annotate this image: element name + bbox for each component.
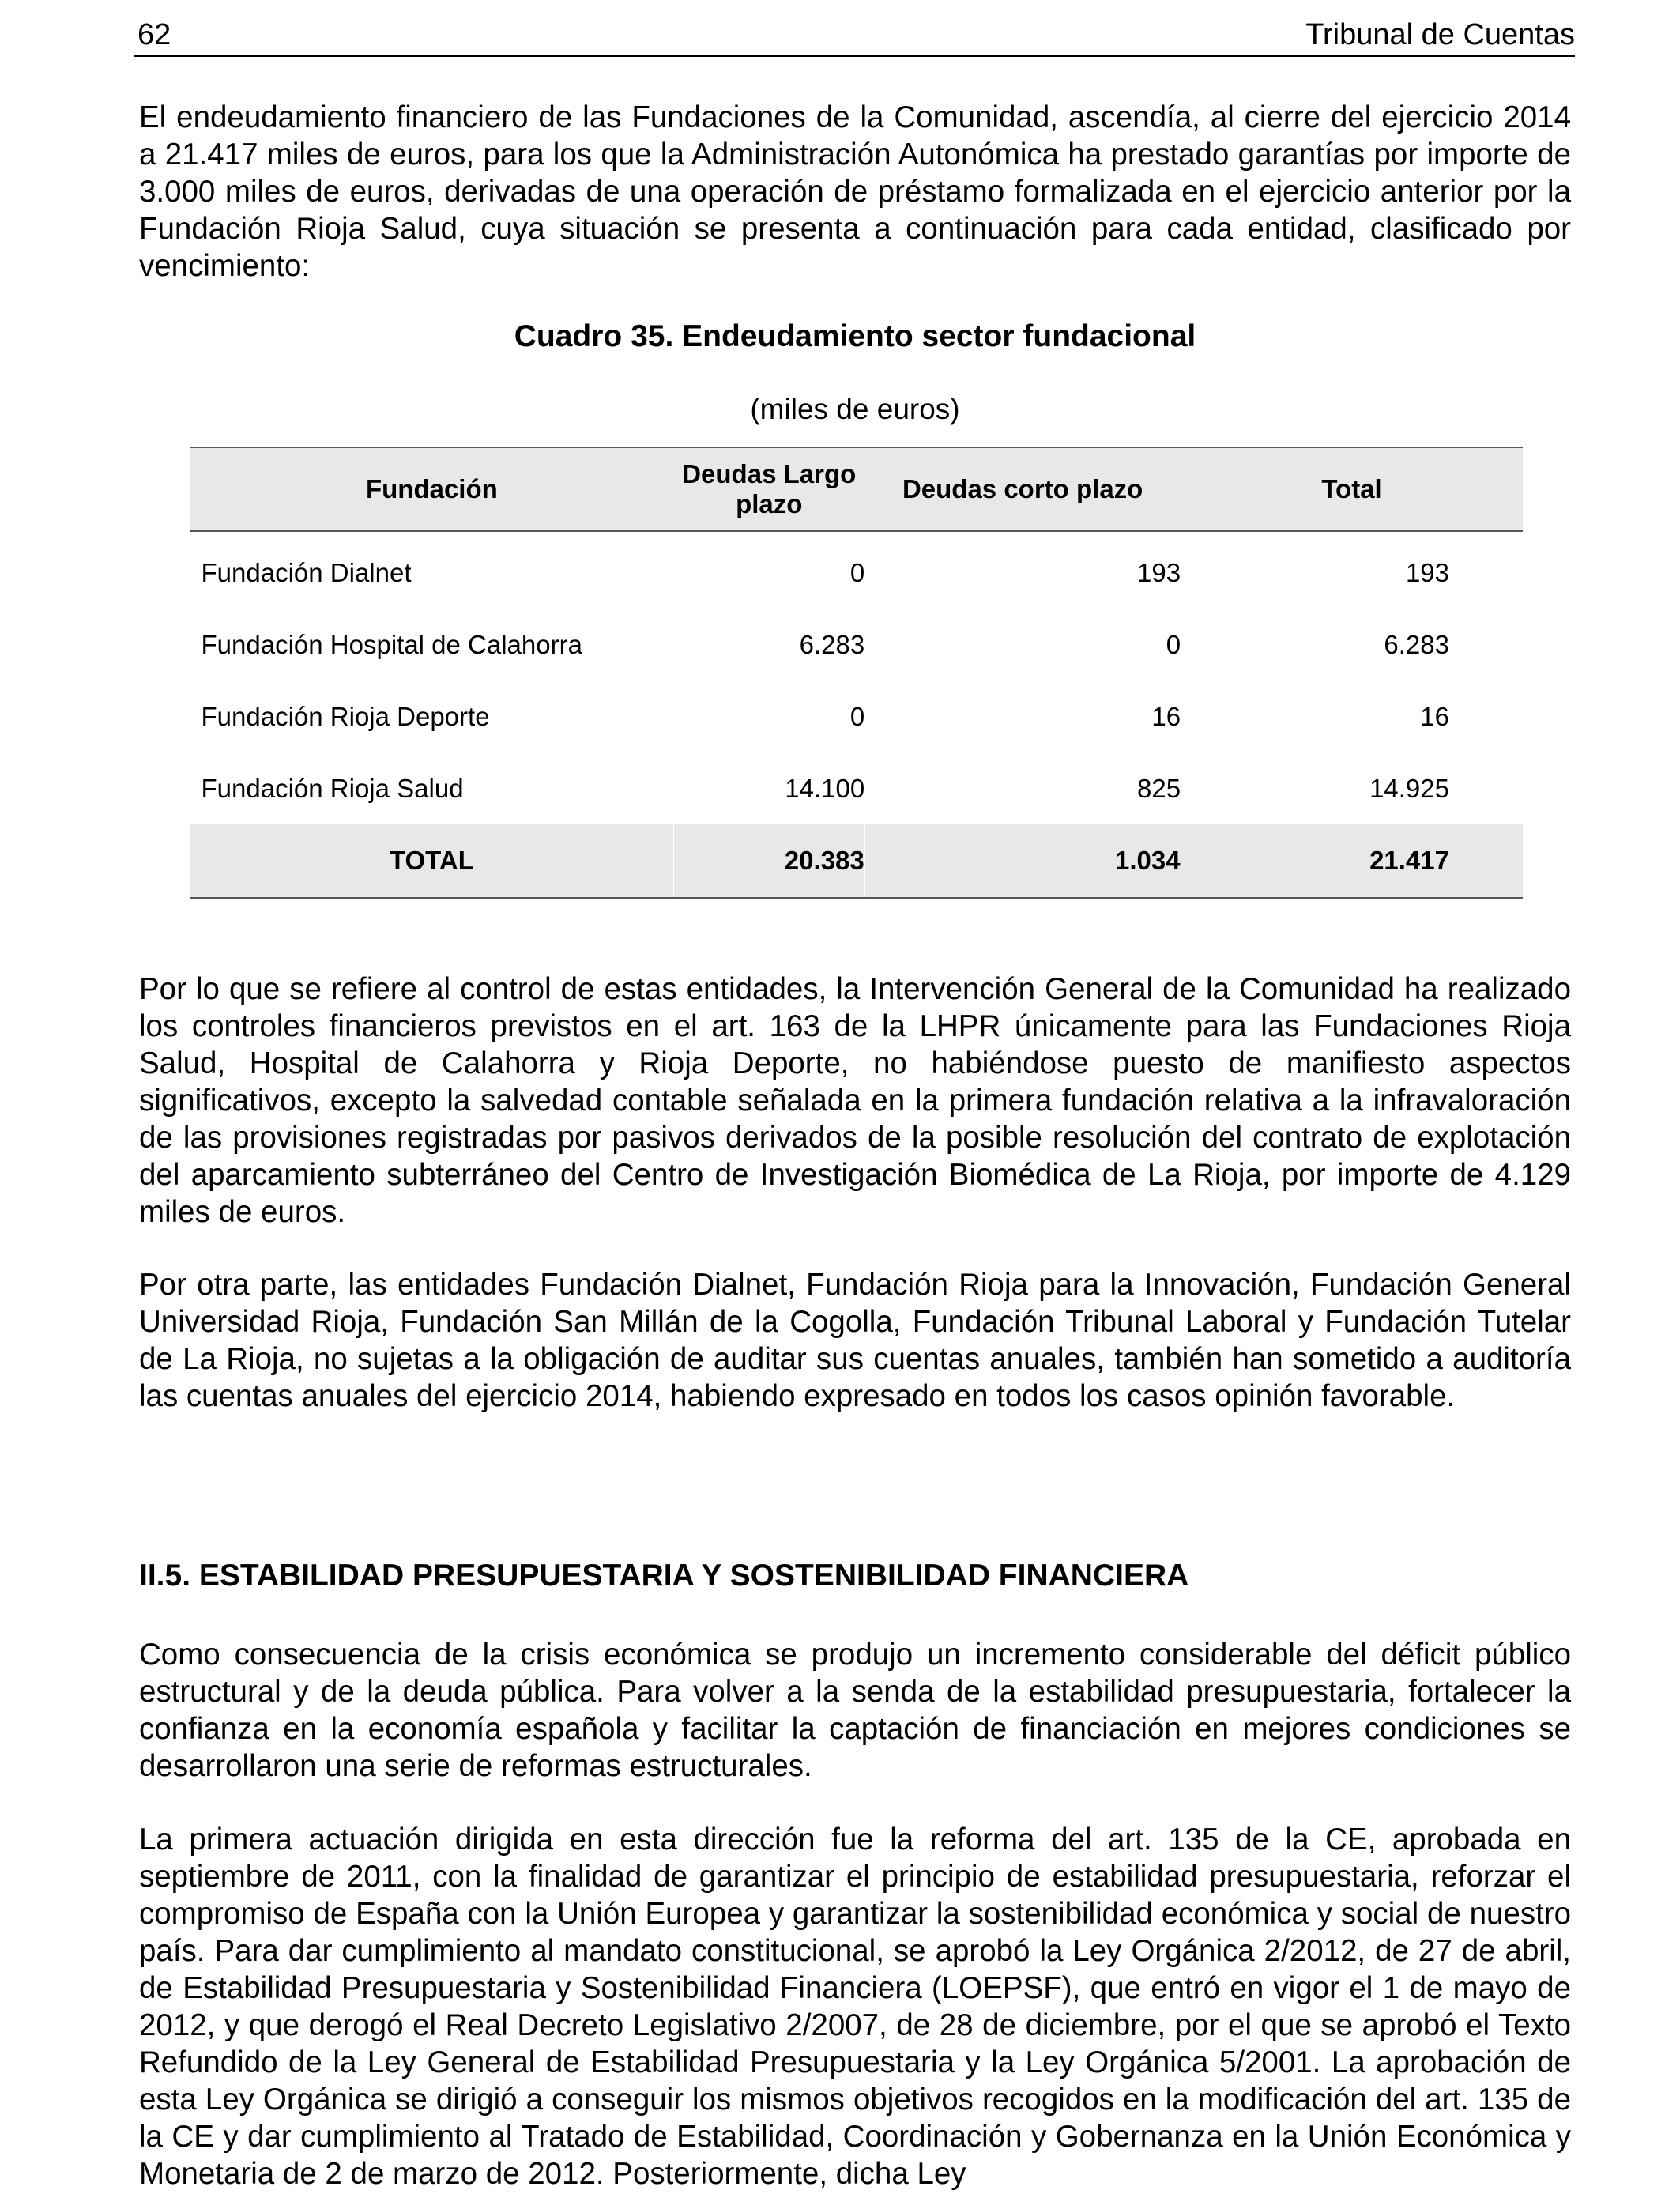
cell-total-corto-plazo: 1.034: [864, 824, 1181, 898]
page-number: 62: [137, 18, 171, 51]
cell-fundacion: Fundación Hospital de Calahorra: [201, 629, 582, 659]
table-units: (miles de euros): [750, 393, 960, 425]
cell-corto-plazo: 193: [1137, 557, 1181, 587]
paragraph-crisis: Como consecuencia de la crisis económica se produjo un incremento considerable del déficit público estructural y de la deuda pública. Para volver a la senda de la estabilidad presupuestaria, fortalecer la confianza en la economía española y facilitar la captación de financiación en mejores condiciones se desarrollaron una serie de reformas estructurales.: [139, 1638, 1571, 1783]
cell-corto-plazo: 0: [1166, 629, 1181, 659]
table-row: [190, 531, 1524, 609]
table-total-row: [190, 824, 1524, 898]
cell-fundacion: Fundación Rioja Salud: [201, 773, 464, 803]
table-row: [190, 752, 1524, 824]
cell-total: 6.283: [1384, 629, 1449, 659]
cell-total-largo-plazo: 20.383: [673, 824, 864, 898]
cell-total: 16: [1420, 701, 1449, 731]
table-row: [190, 609, 1524, 680]
cell-total: 193: [1405, 557, 1449, 587]
cell-fundacion: Fundación Rioja Deporte: [201, 701, 490, 731]
cell-largo-plazo: 14.100: [785, 773, 865, 803]
cell-corto-plazo: 16: [1151, 701, 1181, 731]
debt-table: [190, 447, 1523, 899]
cell-largo-plazo: 0: [849, 701, 865, 731]
cell-total-total: 21.417: [1181, 824, 1523, 898]
paragraph-reforma: La primera actuación dirigida en esta dirección fue la reforma del art. 135 de la CE, aprobada en septiembre de 2011, con la finalidad de garantizar el principio de estabilidad presupuestaria, reforzar el compromiso de España con la Unión Europea y garantizar la sostenibilidad económica y social de nuestro país. Para dar cumplimiento al mandato constitucional, se aprobó la Ley Orgánica 2/2012, de 27 de abril, de Estabilidad Presupuestaria y Sostenibilidad Financiera (LOEPSF), que entró en vigor el 1 de mayo de 2012, y que derogó el Real Decreto Legislativo 2/2007, de 28 de diciembre, por el que se aprobó el Texto Refundido de la Ley General de Estabilidad Presupuestaria y la Ley Orgánica 5/2001. La aprobación de esta Ley Orgánica se dirigió a conseguir los mismos objetivos recogidos en la modificación del art. 135 de la CE y dar cumplimiento al Tratado de Estabilidad, Coordinación y Gobernanza en la Unión Económica y Monetaria de 2 de marzo de 2012. Posteriormente, dicha Ley: [139, 1823, 1571, 2191]
page-header: [134, 14, 1575, 57]
cell-total: 14.925: [1369, 773, 1449, 803]
paragraph-control: Por lo que se refiere al control de estas entidades, la Intervención General de la Comunidad ha realizado los controles financieros previstos en el art. 163 de la LHPR únicamente para las Fundaciones Rioja Salud, Hospital de Calahorra y Rioja Deporte, no habiéndose puesto de manifiesto aspectos significativos, excepto la salvedad contable señalada en la primera fundación relativa a la infravaloración de las provisiones registradas por pasivos derivados de la posible resolución del contrato de explotación del aparcamiento subterráneo del Centro de Investigación Biomédica de La Rioja, por importe de 4.129 miles de euros.: [139, 972, 1571, 1229]
table-caption: Cuadro 35. Endeudamiento sector fundacional: [514, 319, 1196, 353]
cell-corto-plazo: 825: [1137, 773, 1181, 803]
column-header-largo-plazo: Deudas Largo plazo: [673, 447, 864, 531]
running-title: Tribunal de Cuentas: [1305, 18, 1575, 51]
intro-paragraph: El endeudamiento financiero de las Fundaciones de la Comunidad, ascendía, al cierre del ejercicio 2014 a 21.417 miles de euros, para los que la Administración Autonómica ha prestado garantías por importe de 3.000 miles de euros, derivadas de una operación de préstamo formalizada en el ejercicio anterior por la Fundación Rioja Salud, cuya situación se presenta a continuación para cada entidad, clasificado por vencimiento:: [139, 100, 1571, 283]
table-header-row: [190, 447, 1524, 531]
column-header-corto-plazo: Deudas corto plazo: [864, 447, 1181, 531]
cell-fundacion: Fundación Dialnet: [201, 557, 412, 587]
column-header-fundacion: Fundación: [190, 447, 674, 531]
column-header-total: Total: [1181, 447, 1523, 531]
cell-largo-plazo: 0: [849, 557, 865, 587]
section-heading: II.5. ESTABILIDAD PRESUPUESTARIA Y SOSTENIBILIDAD FINANCIERA: [139, 1559, 1189, 1593]
cell-largo-plazo: 6.283: [799, 629, 865, 659]
table-row: [190, 680, 1524, 752]
paragraph-auditoria: Por otra parte, las entidades Fundación Dialnet, Fundación Rioja para la Innovación, Fundación General Universidad Rioja, Fundación San Millán de la Cogolla, Fundación Tribunal Laboral y Fundación Tutelar de La Rioja, no sujetas a la obligación de auditar sus cuentas anuales, también han sometido a auditoría las cuentas anuales del ejercicio 2014, habiendo expresado en todos los casos opinión favorable.: [139, 1268, 1571, 1413]
cell-total-label: TOTAL: [190, 824, 674, 898]
